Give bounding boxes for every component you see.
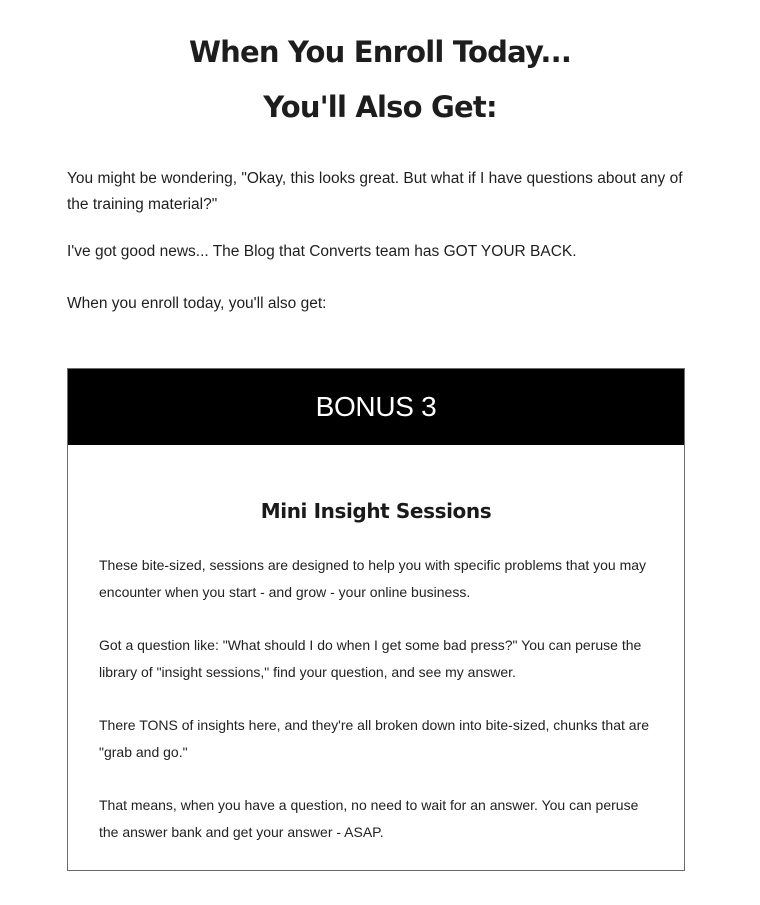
bonus-paragraph-example: Got a question like: "What should I do when I get some bad press?" You can peruse the library of "insight sessions," find your question, and see my answer. xyxy=(99,637,642,680)
intro-paragraph-enroll: When you enroll today, you'll also get: xyxy=(67,295,327,312)
bonus-paragraph-insights: There TONS of insights here, and they're all broken down into bite-sized, chunks that are "grab and go." xyxy=(99,717,650,760)
bonus-title: Mini Insight Sessions xyxy=(260,499,492,523)
bonus-paragraph-description: These bite-sized, sessions are designed to help you with specific problems that you may encounter when you start - and grow - your online business. xyxy=(99,557,647,600)
intro-paragraph-good-news: I've got good news... The Blog that Converts team has GOT YOUR BACK. xyxy=(67,243,577,260)
bonus-header xyxy=(68,369,684,445)
bonus-label: BONUS 3 xyxy=(315,391,437,422)
bonus-card xyxy=(67,368,685,871)
bonus-paragraph-answer-bank: That means, when you have a question, no need to wait for an answer. You can peruse the answer bank and get your answer - ASAP. xyxy=(99,797,639,840)
intro-paragraph-questions: You might be wondering, "Okay, this looks great. But what if I have questions about any of the training material?" xyxy=(67,170,683,213)
headline-line-1: When You Enroll Today... xyxy=(188,35,572,69)
headline-line-2: You'll Also Get: xyxy=(263,90,497,124)
